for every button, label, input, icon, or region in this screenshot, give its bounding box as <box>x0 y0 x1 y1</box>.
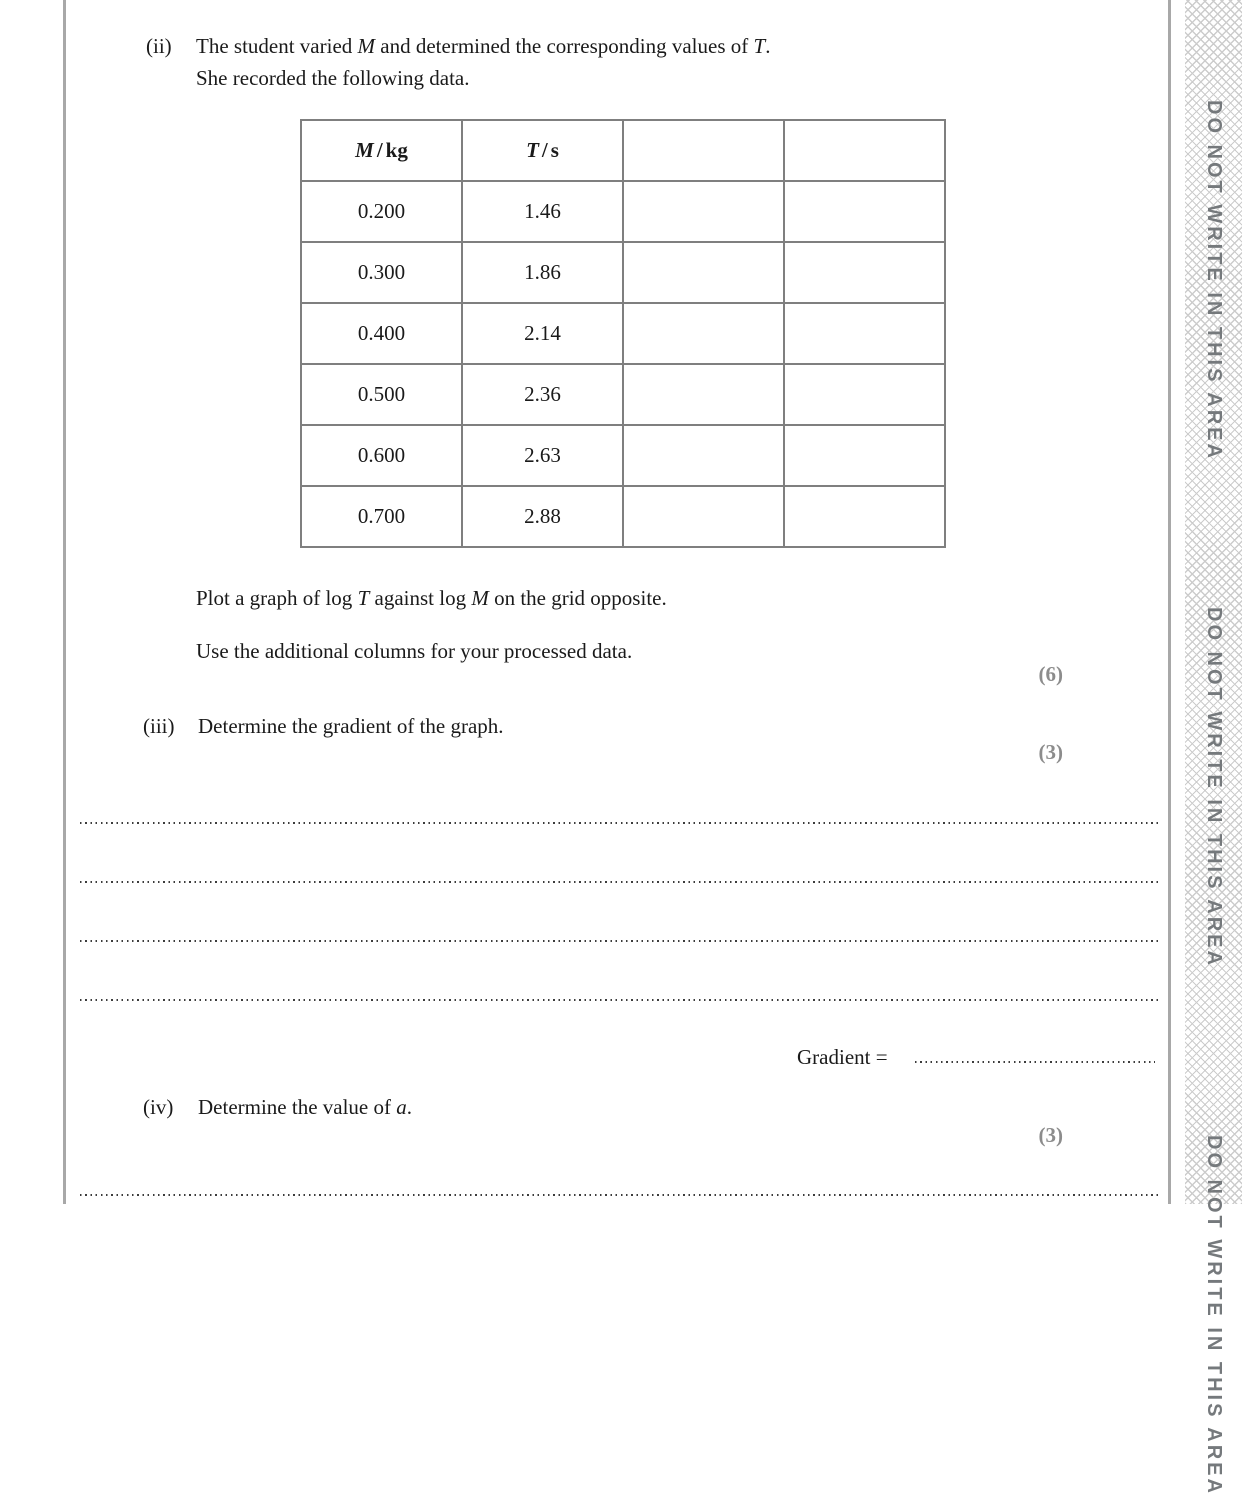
plot-instruction <box>196 582 667 614</box>
table-row <box>301 425 945 486</box>
question-ii-line1-pre: The student varied <box>196 34 358 58</box>
cell-empty <box>784 242 945 303</box>
plot-instruction-pre: Plot a graph of log <box>196 586 358 610</box>
cell-empty <box>623 303 784 364</box>
cell-t-value: 1.46 <box>462 181 623 242</box>
answer-line <box>80 1194 1160 1196</box>
question-ii-line1-mid: and determined the corresponding values of <box>375 34 754 58</box>
marks-badge-6: (6) <box>1038 662 1063 686</box>
columns-instruction: Use the additional columns for your processed data. <box>196 639 633 663</box>
cell-empty <box>623 364 784 425</box>
cell-m-value: 0.200 <box>301 181 462 242</box>
variable-M: M <box>471 586 489 610</box>
table-header-row <box>301 120 945 181</box>
question-iv-pre: Determine the value of <box>198 1095 397 1119</box>
header-separator: / <box>541 138 548 162</box>
plot-instruction-end: on the grid opposite. <box>488 586 667 610</box>
page-border-right <box>1168 0 1171 1204</box>
table-row <box>301 486 945 547</box>
answer-line <box>80 822 1160 824</box>
variable-T: T <box>357 586 370 610</box>
cell-empty <box>784 303 945 364</box>
marks-badge-3: (3) <box>1038 740 1063 764</box>
header-variable-T: T <box>526 138 539 162</box>
cell-m-value: 0.600 <box>301 425 462 486</box>
question-iii-label: (iii) <box>143 714 175 738</box>
question-iv-text <box>198 1091 412 1123</box>
variable-M: M <box>357 34 376 58</box>
question-iii-text: Determine the gradient of the graph. <box>198 714 504 738</box>
page-border-left <box>63 0 66 1204</box>
cell-empty <box>623 181 784 242</box>
answer-line <box>80 940 1160 942</box>
cell-t-value: 2.36 <box>462 364 623 425</box>
cell-empty <box>784 181 945 242</box>
header-cell-T-s <box>462 120 623 181</box>
header-unit-s: s <box>550 138 559 162</box>
question-ii-line2: She recorded the following data. <box>196 66 470 90</box>
table-row <box>301 242 945 303</box>
header-unit-kg: kg <box>385 138 408 162</box>
gradient-label: Gradient = <box>797 1045 888 1069</box>
cell-m-value: 0.500 <box>301 364 462 425</box>
gradient-answer-line <box>915 1061 1155 1063</box>
header-separator: / <box>376 138 383 162</box>
table-row <box>301 181 945 242</box>
cell-m-value: 0.300 <box>301 242 462 303</box>
header-variable-M: M <box>355 138 374 162</box>
cell-m-value: 0.400 <box>301 303 462 364</box>
question-iv-end: . <box>406 1095 412 1119</box>
table-row <box>301 303 945 364</box>
answer-line <box>80 881 1160 883</box>
cell-t-value: 2.63 <box>462 425 623 486</box>
cell-empty <box>784 364 945 425</box>
cell-empty <box>623 242 784 303</box>
header-cell-empty <box>623 120 784 181</box>
question-ii-line1 <box>196 30 770 62</box>
cell-m-value: 0.700 <box>301 486 462 547</box>
table-row <box>301 364 945 425</box>
question-iv-label: (iv) <box>143 1095 174 1119</box>
question-ii-label: (ii) <box>146 34 172 58</box>
plot-instruction-mid: against log <box>369 586 472 610</box>
answer-line <box>80 999 1160 1001</box>
do-not-write-text: DO NOT WRITE IN THIS AREA <box>1203 1135 1225 1496</box>
cell-t-value: 1.86 <box>462 242 623 303</box>
header-cell-empty <box>784 120 945 181</box>
data-table <box>300 119 946 548</box>
header-cell-M-kg <box>301 120 462 181</box>
do-not-write-text: DO NOT WRITE IN THIS AREA <box>1203 607 1225 968</box>
cell-empty <box>623 425 784 486</box>
marks-badge-3: (3) <box>1038 1123 1063 1147</box>
cell-empty <box>784 486 945 547</box>
question-ii-line1-end: . <box>765 34 771 58</box>
do-not-write-sidebar <box>1185 0 1242 1496</box>
do-not-write-text: DO NOT WRITE IN THIS AREA <box>1203 100 1225 461</box>
variable-T: T <box>753 34 766 58</box>
variable-a: a <box>396 1095 407 1119</box>
cell-empty <box>623 486 784 547</box>
cell-empty <box>784 425 945 486</box>
cell-t-value: 2.14 <box>462 303 623 364</box>
cell-t-value: 2.88 <box>462 486 623 547</box>
